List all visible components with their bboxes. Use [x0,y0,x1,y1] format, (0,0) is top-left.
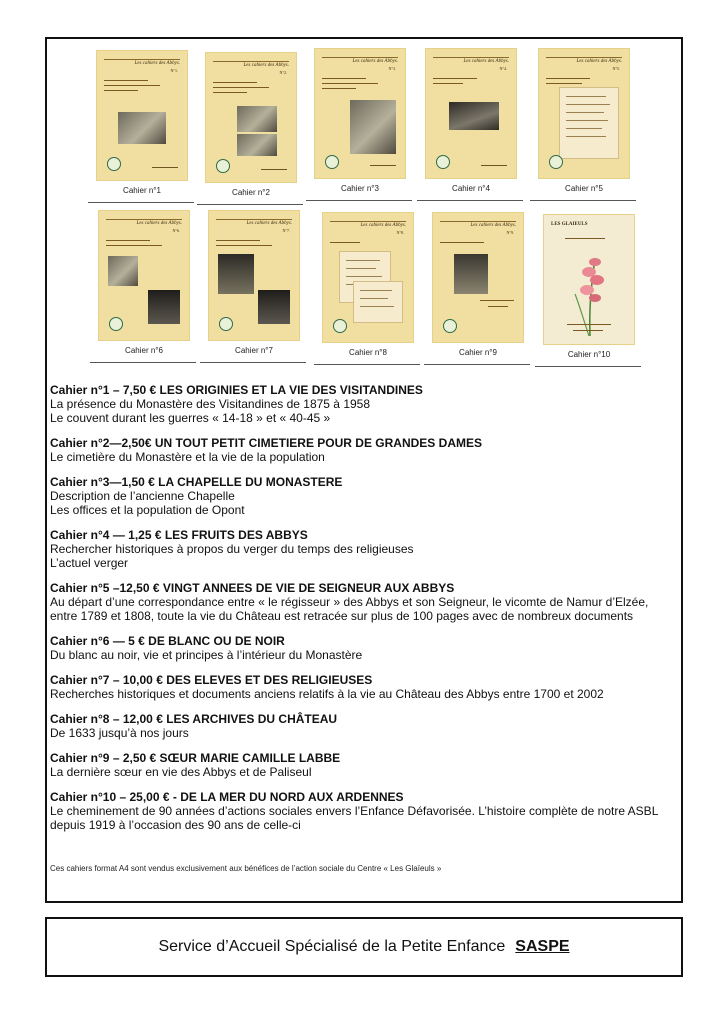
list-item [50,581,680,623]
cover-number: N°4. [499,66,507,71]
entry-line: Le cheminement de 90 années d’actions sociales envers l’Enfance Défavorisée. L’histoire complète de notre ASBL [50,804,659,818]
entry-title: Cahier n°6 — 5 € DE BLANC OU DE NOIR [50,634,285,648]
entry-line: Du blanc au noir, vie et principes à l’intérieur du Monastère [50,648,363,662]
cover-number: N°8. [396,230,404,235]
footer-text: Service d’Accueil Spécialisé de la Petite Enfance [158,938,506,955]
cover-label: Cahier n°6 [125,346,163,355]
cover-label: Cahier n°9 [459,348,497,357]
list-item [50,673,680,701]
cover-series: LES GLAIEULS [551,222,588,227]
entry-line: Le couvent durant les guerres « 14-18 » et « 40-45 » [50,411,331,425]
cover-label: Cahier n°2 [232,188,270,197]
entry-line: Description de l’ancienne Chapelle [50,489,235,503]
cover-label: Cahier n°8 [349,348,387,357]
entry-line: De 1633 jusqu’à nos jours [50,726,189,740]
logo-icon [549,155,563,169]
entry-line: entre 1789 et 1808, toute la vie du Château est retracée sur plus de 100 pages avec de nombreux documents [50,609,634,623]
cover-image [322,212,414,343]
list-item [50,436,680,464]
logo-icon [436,155,450,169]
entry-title: Cahier n°8 – 12,00 € LES ARCHIVES DU CHÂTEAU [50,712,338,726]
entry-title: Cahier n°10 – 25,00 € - DE LA MER DU NORD AUX ARDENNES [50,790,404,804]
cover-image [538,48,630,179]
cover-number: N°7. [282,228,290,233]
entry-title: Cahier n°3—1,50 € LA CHAPELLE DU MONASTERE [50,475,343,489]
cover-image [205,52,297,183]
entry-title: Cahier n°7 – 10,00 € DES ELEVES ET DES RELIGIEUSES [50,673,373,687]
cover-series: Les cahiers des Abbys. [246,221,292,226]
logo-icon [109,317,123,331]
logo-icon [325,155,339,169]
entry-title: Cahier n°9 – 2,50 € SŒUR MARIE CAMILLE LABBE [50,751,341,765]
logo-icon [333,319,347,333]
cover-series: Les cahiers des Abbys. [352,59,398,64]
logo-icon [107,157,121,171]
entry-title: Cahier n°5 –12,50 € VINGT ANNEES DE VIE DE SEIGNEUR AUX ABBYS [50,581,455,595]
cover-number: N°6. [172,228,180,233]
cover-image [208,210,300,341]
cover-series: Les cahiers des Abbys. [243,63,289,68]
entry-line: Le cimetière du Monastère et la vie de la population [50,450,325,464]
cover-label: Cahier n°4 [452,184,490,193]
cover-number: N°5. [612,66,620,71]
cover-image [432,212,524,343]
entry-line: Les offices et la population de Opont [50,503,245,517]
cover-label: Cahier n°7 [235,346,273,355]
entry-line: Recherches historiques et documents anciens relatifs à la vie au Château des Abbys entre 1700 et 2002 [50,687,604,701]
entry-line: La dernière sœur en vie des Abbys et de Paliseul [50,765,312,779]
cover-label: Cahier n°3 [341,184,379,193]
logo-icon [219,317,233,331]
entry-line: depuis 1919 à l’occasion des 90 ans de celle-ci [50,818,301,832]
cover-image [314,48,406,179]
cover-number: N°3. [388,66,396,71]
list-item [50,475,680,517]
entry-line: Au départ d’une correspondance entre « le régisseur » des Abbys et son Seigneur, le vicomte de Namur d’Elzée, [50,595,649,609]
cover-label: Cahier n°1 [123,186,161,195]
cover-image [543,214,635,345]
cover-image [425,48,517,179]
cover-series: Les cahiers des Abbys. [136,221,182,226]
entry-title: Cahier n°2—2,50€ UN TOUT PETIT CIMETIERE POUR DE GRANDES DAMES [50,436,482,450]
list-item [50,712,680,740]
entry-line: La présence du Monastère des Visitandines de 1875 à 1958 [50,397,371,411]
footer-acronym: SASPE [515,938,570,955]
list-item [50,383,680,425]
list-item [50,751,680,779]
cover-label: Cahier n°10 [567,350,611,359]
cover-series: Les cahiers des Abbys. [360,223,406,228]
cover-label: Cahier n°5 [565,184,603,193]
entry-title: Cahier n°1 – 7,50 € LES ORIGINIES ET LA VIE DES VISITANDINES [50,383,423,397]
entry-line: Rechercher historiques à propos du verger du temps des religieuses [50,542,414,556]
entry-title: Cahier n°4 — 1,25 € LES FRUITS DES ABBYS [50,528,308,542]
cover-series: Les cahiers des Abbys. [134,61,180,66]
sales-note: Ces cahiers format A4 sont vendus exclusivement aux bénéfices de l’action sociale du Centre « Les Glaïeuls » [50,864,442,873]
list-item [50,790,680,832]
logo-icon [443,319,457,333]
cover-series: Les cahiers des Abbys. [470,223,516,228]
cover-number: N°2. [279,70,287,75]
list-item [50,528,680,570]
cahiers-list [50,383,680,843]
list-item [50,634,680,662]
cover-series: Les cahiers des Abbys. [576,59,622,64]
logo-icon [216,159,230,173]
entry-line: L’actuel verger [50,556,129,570]
cover-number: N°9. [506,230,514,235]
cover-image [98,210,190,341]
cover-series: Les cahiers des Abbys. [463,59,509,64]
cover-image [96,50,188,181]
cover-number: N°1. [170,68,178,73]
footer-box [45,917,683,977]
